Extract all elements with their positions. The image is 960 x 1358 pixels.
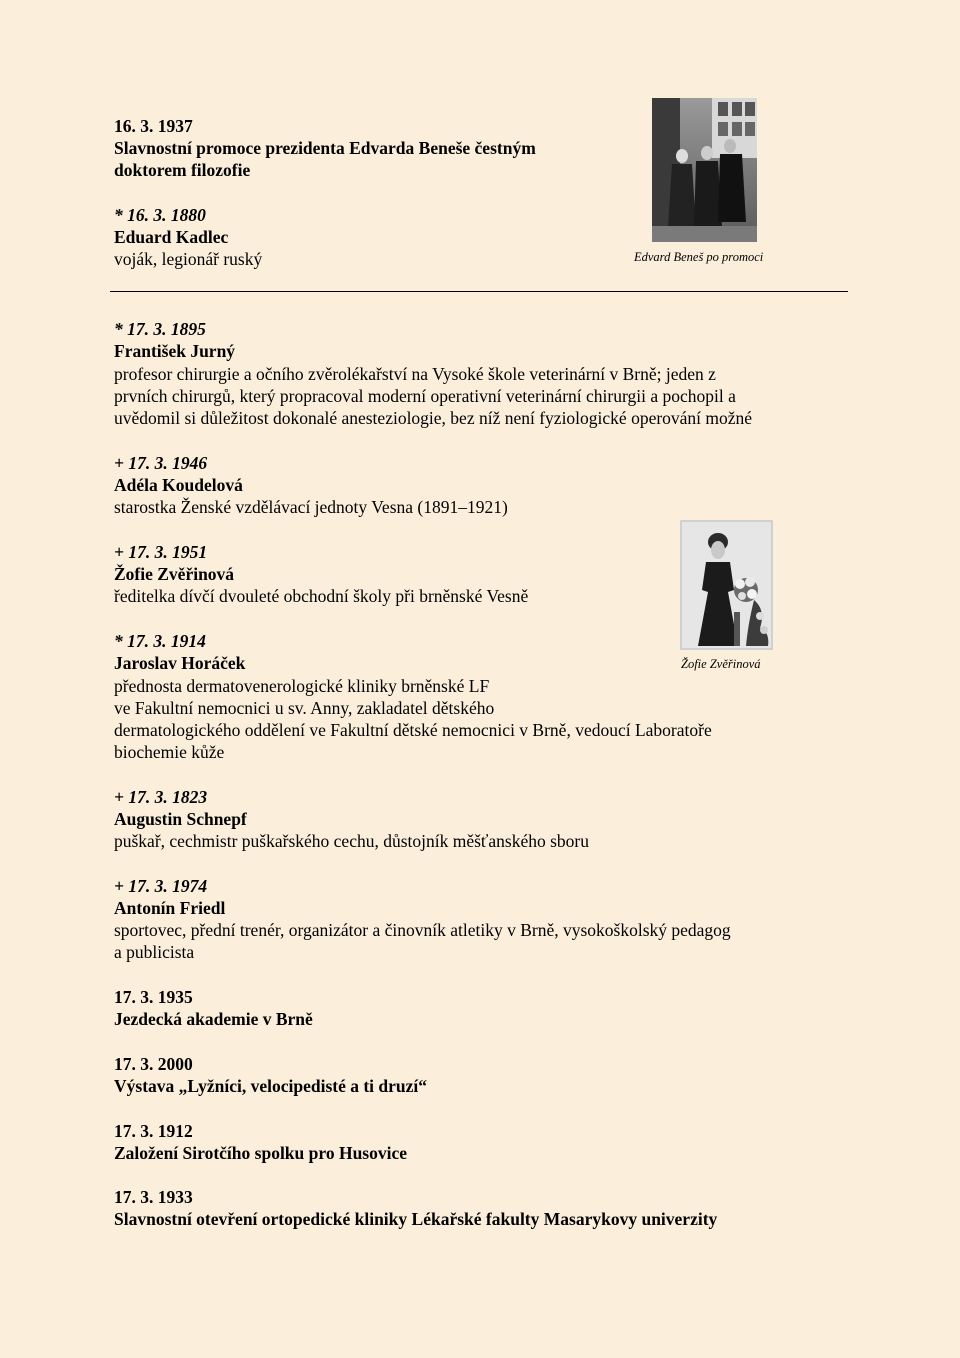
entry-description: ředitelka dívčí dvouleté obchodní školy při brněnské Vesně xyxy=(114,586,529,606)
entry-date: * 17. 3. 1895 xyxy=(114,319,206,339)
entry-date: + 17. 3. 1946 xyxy=(114,453,208,473)
entry-description: biochemie kůže xyxy=(114,742,225,762)
entry-description: sportovec, přední trenér, organizátor a činovník atletiky v Brně, vysokoškolský pedagog xyxy=(114,920,731,940)
entry-name: Jaroslav Horáček xyxy=(114,653,246,673)
entry-description: starostka Ženské vzdělávací jednoty Vesna (1891–1921) xyxy=(114,497,508,517)
entry-name: Augustin Schnepf xyxy=(114,809,247,829)
entry-description: voják, legionář ruský xyxy=(114,249,263,269)
zverinova-photo xyxy=(680,520,773,650)
photo-caption: Žofie Zvěřinová xyxy=(681,657,761,671)
entry-date: 17. 3. 1912 xyxy=(114,1121,193,1141)
entry-title: Výstava „Lyžníci, velocipedisté a ti druzí“ xyxy=(114,1076,428,1096)
entry-date: 16. 3. 1937 xyxy=(114,116,193,136)
entry-description: a publicista xyxy=(114,942,195,962)
entry-description: prvních chirurgů, který propracoval moderní operativní veterinární chirurgii a pochopil a xyxy=(114,386,736,406)
entry-name: Adéla Koudelová xyxy=(114,475,243,495)
entry-date: * 17. 3. 1914 xyxy=(114,631,206,651)
entry-name: Antonín Friedl xyxy=(114,898,226,918)
entry-date: + 17. 3. 1951 xyxy=(114,542,208,562)
entry-date: 17. 3. 1935 xyxy=(114,987,193,1007)
entry-date: 17. 3. 1933 xyxy=(114,1187,193,1207)
entry-date: + 17. 3. 1974 xyxy=(114,876,208,896)
entry-title: Založení Sirotčího spolku pro Husovice xyxy=(114,1143,408,1163)
entry-date: * 16. 3. 1880 xyxy=(114,205,206,225)
entry-date: 17. 3. 2000 xyxy=(114,1054,193,1074)
entry-name: František Jurný xyxy=(114,341,236,361)
entry-description: přednosta dermatovenerologické kliniky brněnské LF xyxy=(114,676,490,696)
benes-photo xyxy=(652,98,757,242)
entry-name: Žofie Zvěřinová xyxy=(114,564,235,584)
entry-date: + 17. 3. 1823 xyxy=(114,787,208,807)
entry-title: Slavnostní otevření ortopedické kliniky Lékařské fakulty Masarykovy univerzity xyxy=(114,1209,718,1229)
entry-description: profesor chirurgie a očního zvěrolékařství na Vysoké škole veterinární v Brně; jeden z xyxy=(114,364,716,384)
entry-name: Eduard Kadlec xyxy=(114,227,229,247)
entry-title: doktorem filozofie xyxy=(114,160,251,180)
entry-title: Jezdecká akademie v Brně xyxy=(114,1009,313,1029)
entry-description: dermatologického oddělení ve Fakultní dětské nemocnici v Brně, vedoucí Laboratoře xyxy=(114,720,712,740)
entry-description: ve Fakultní nemocnici u sv. Anny, zakladatel dětského xyxy=(114,698,495,718)
photo-caption: Edvard Beneš po promoci xyxy=(634,250,764,264)
entry-description: puškař, cechmistr puškařského cechu, důstojník měšťanského sboru xyxy=(114,831,590,851)
section-divider xyxy=(110,291,848,292)
entry-title: Slavnostní promoce prezidenta Edvarda Beneše čestným xyxy=(114,138,536,158)
entry-description: uvědomil si důležitost dokonalé anesteziologie, bez níž není fyziologické operování možné xyxy=(114,408,753,428)
